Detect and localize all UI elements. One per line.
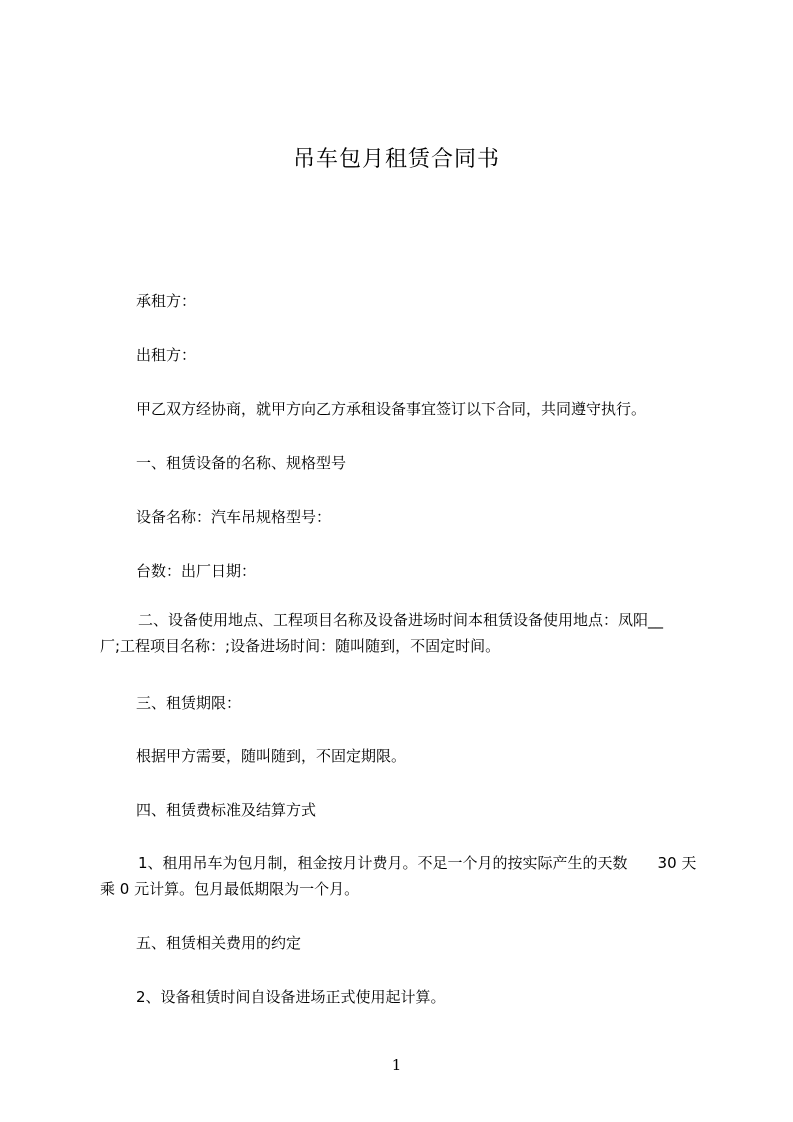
section-3-body: 根据甲方需要，随叫随到，不固定期限。: [136, 747, 407, 765]
lessee-line: 承租方：: [136, 292, 197, 310]
intro-paragraph: 甲乙双方经协商，就甲方向乙方承租设备事宜签订以下合同，共同遵守执行。: [136, 400, 647, 418]
lessor-line: 出租方：: [136, 346, 197, 364]
section-3-heading: 三、租赁期限：: [136, 694, 242, 712]
section-2-line-2: 厂;工程项目名称：;设备进场时间：随叫随到，不固定时间。: [100, 637, 501, 655]
document-title: 吊车包月租赁合同书: [292, 147, 500, 172]
section-2-line-1: 二、设备使用地点、工程项目名称及设备进场时间本租赁设备使用地点：凤阳__: [138, 611, 664, 629]
section-4-item-1-line-1: 1、租用吊车为包月制，租金按月计费月。不足一个月的按实际产生的天数 30 天: [138, 854, 697, 872]
quantity-date-line: 台数：出厂日期：: [136, 562, 257, 580]
section-4-item-1-line-2: 乘 0 元计算。包月最低期限为一个月。: [100, 880, 360, 898]
section-5-item-2: 2、设备租赁时间自设备进场正式使用起计算。: [136, 988, 446, 1006]
equipment-name-line: 设备名称：汽车吊规格型号：: [136, 508, 332, 526]
page-number: 1: [391, 1056, 402, 1074]
section-1-heading: 一、租赁设备的名称、规格型号: [136, 454, 347, 472]
section-2-paragraph: [100, 607, 700, 659]
section-5-heading: 五、租赁相关费用的约定: [136, 934, 302, 952]
section-4-item-1: [100, 850, 700, 902]
section-4-heading: 四、租赁费标准及结算方式: [136, 801, 317, 819]
